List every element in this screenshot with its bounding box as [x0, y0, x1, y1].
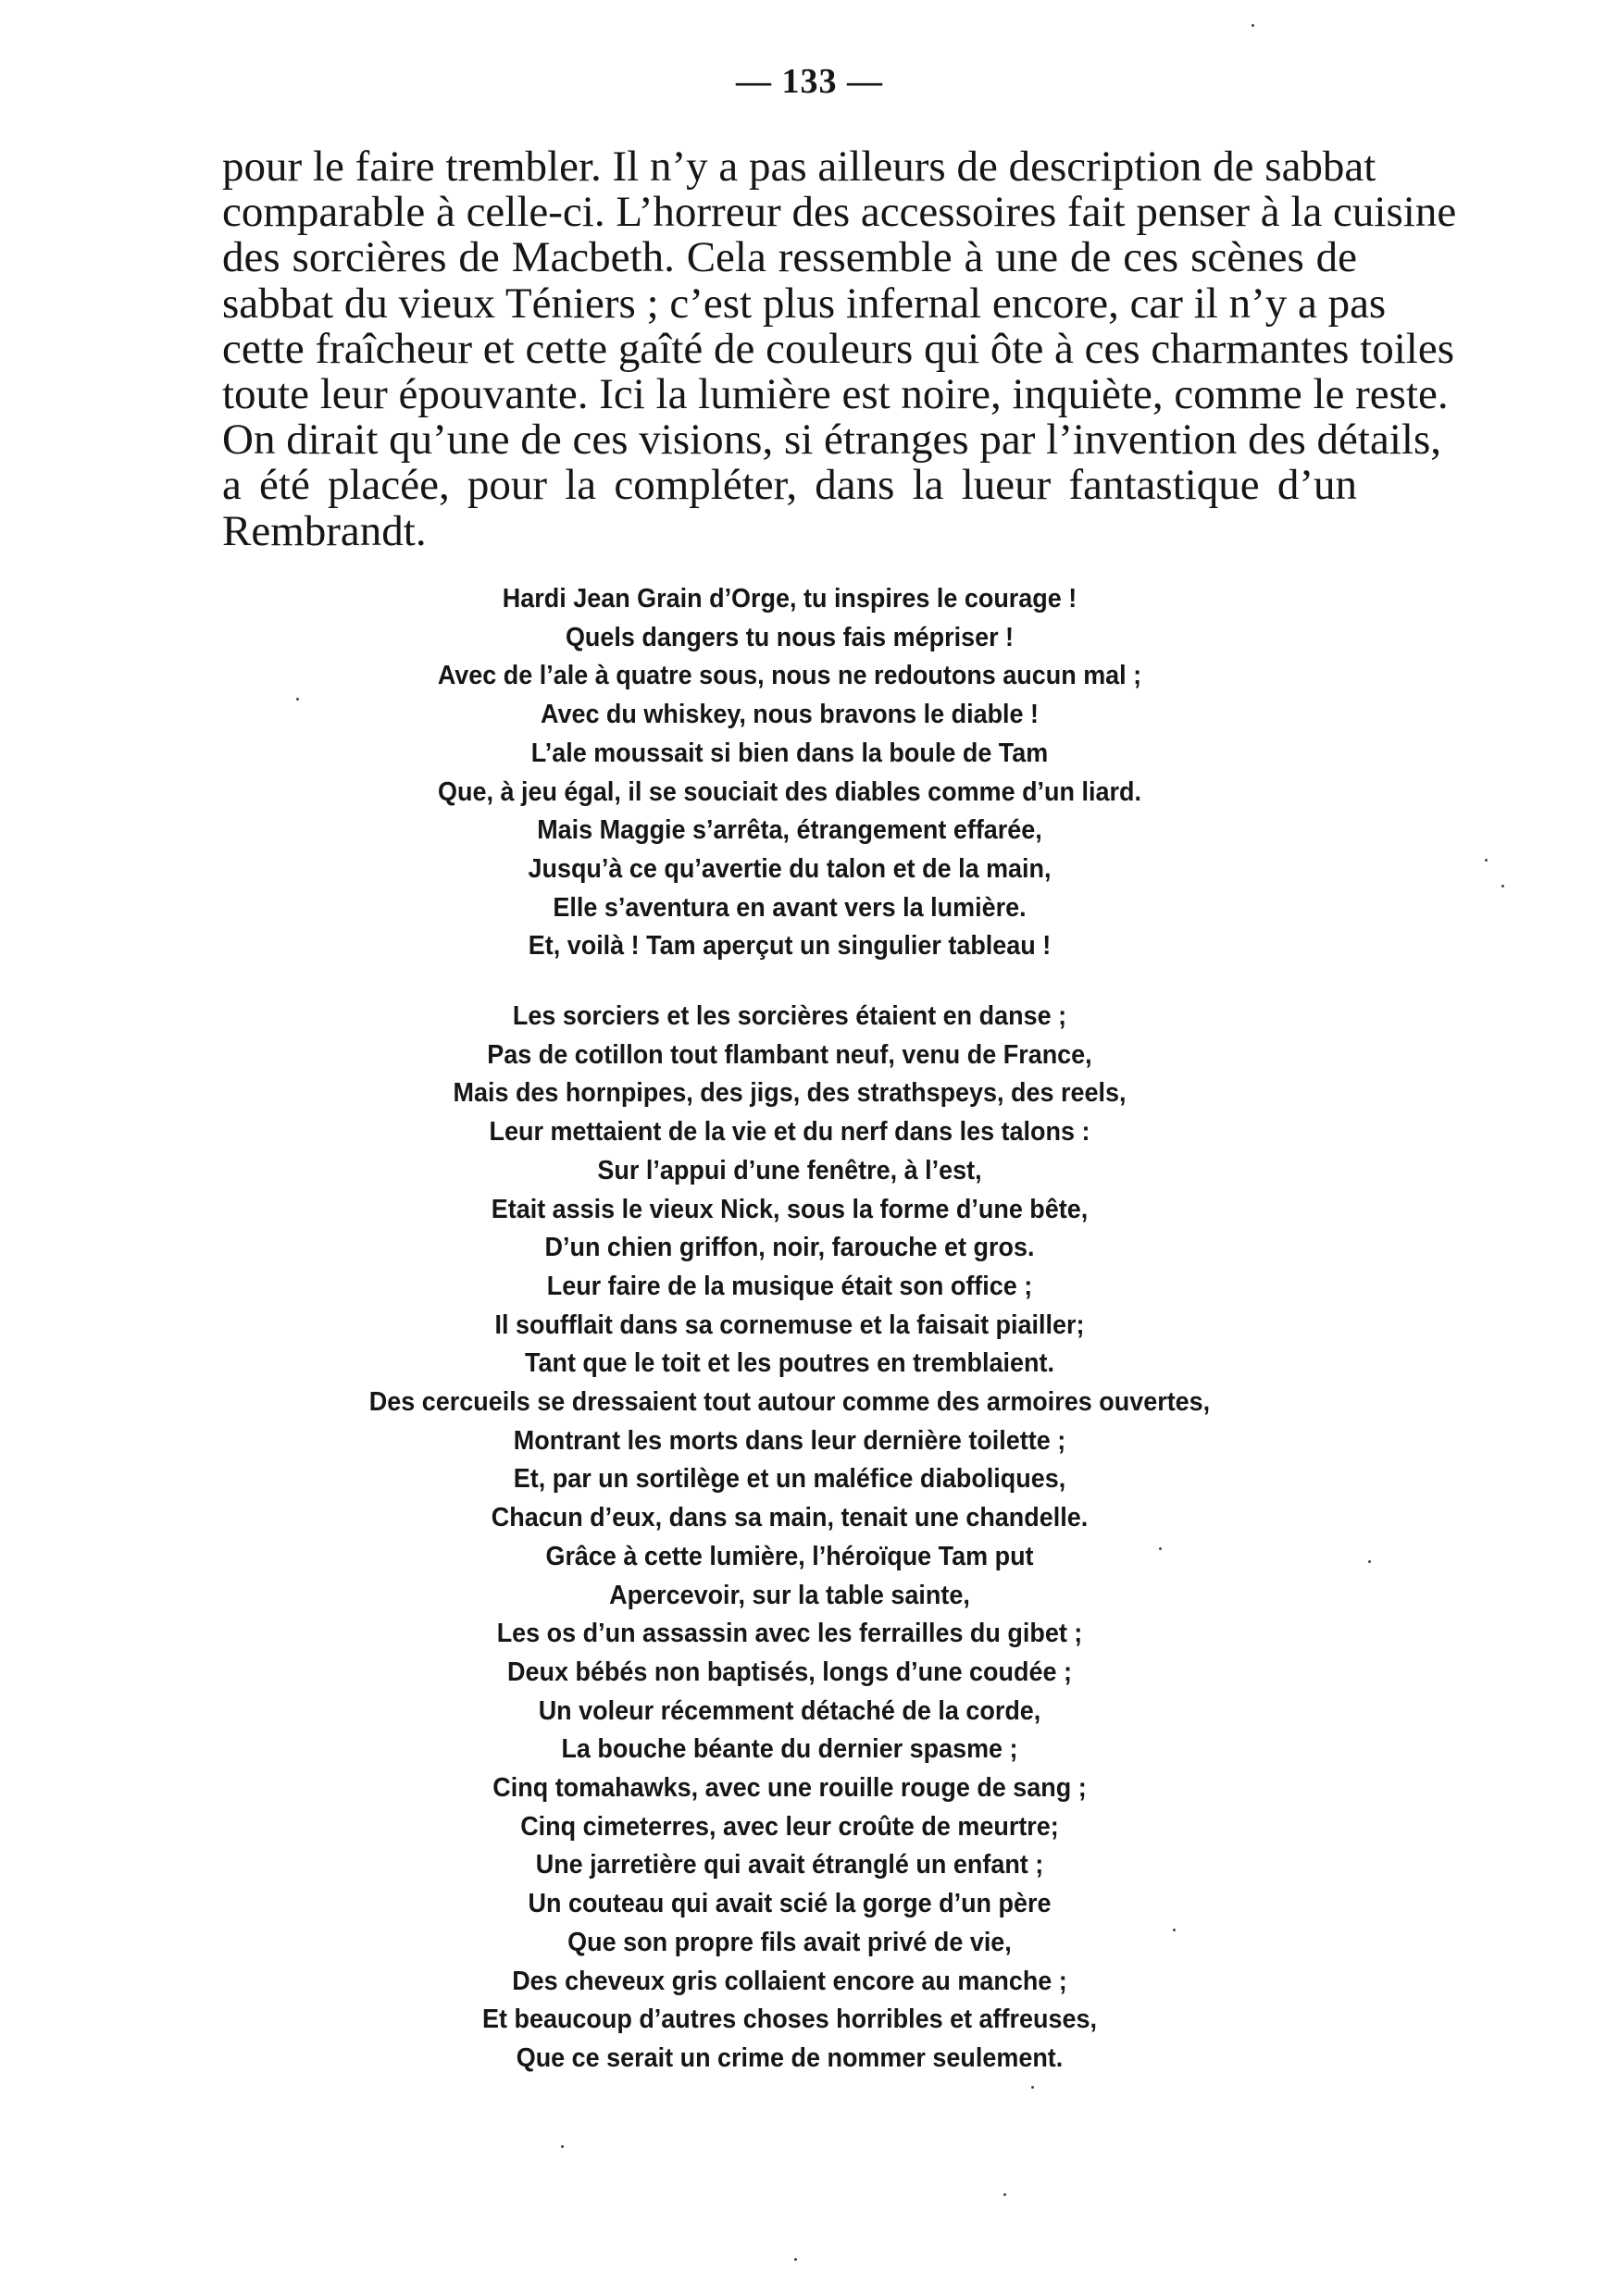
verse-line: L’ale moussait si bien dans la boule de Tam — [530, 738, 1049, 768]
verse-line: Chacun d’eux, dans sa main, tenait une chandelle. — [491, 1503, 1089, 1533]
verse-line: Tant que le toit et les poutres en tremblaient. — [525, 1348, 1054, 1379]
scan-speck — [1501, 885, 1504, 887]
scan-speck — [1368, 1560, 1371, 1563]
verse-line: Apercevoir, sur la table sainte, — [609, 1580, 970, 1610]
verse-line: Mais Maggie s’arrêta, étrangement effarée, — [537, 815, 1042, 846]
verse-line: Que son propre fils avait privé de vie, — [567, 1927, 1012, 1957]
verse-line: Les os d’un assassin avec les ferrailles du gibet ; — [496, 1619, 1083, 1649]
verse-line: D’un chien griffon, noir, farouche et gros. — [544, 1233, 1035, 1263]
verse-line: Un couteau qui avait scié la gorge d’un père — [528, 1889, 1052, 1919]
poem-stanza-1 — [262, 580, 1317, 966]
verse-line: Avec du whiskey, nous bravons le diable ! — [540, 700, 1040, 730]
prose-line: pour le faire trembler. Il n’y a pas ailleurs de description de sabbat — [222, 143, 1376, 191]
verse-line: Cinq tomahawks, avec une rouille rouge de sang ; — [492, 1773, 1087, 1804]
verse-line: Quels dangers tu nous fais mépriser ! — [565, 622, 1015, 652]
scan-speck — [794, 2258, 797, 2261]
verse-line: Cinq cimeterres, avec leur croûte de meurtre; — [520, 1811, 1059, 1842]
verse-line: Que ce serait un crime de nommer seulement. — [516, 2042, 1064, 2073]
prose-line: On dirait qu’une de ces visions, si étranges par l’invention des détails, — [222, 416, 1441, 465]
verse-line: Et beaucoup d’autres choses horribles et affreuses, — [482, 2004, 1097, 2035]
prose-line: des sorcières de Macbeth. Cela ressemble à une de ces scènes de — [222, 233, 1357, 282]
verse-line: Et, voilà ! Tam aperçut un singulier tableau ! — [528, 931, 1052, 962]
scan-speck — [1252, 24, 1254, 27]
poem-stanza-2 — [262, 998, 1317, 2079]
prose-line: toute leur épouvante. Ici la lumière est noire, inquiète, comme le reste. — [222, 370, 1449, 419]
prose-paragraph — [222, 143, 1457, 555]
verse-line: La bouche béante du dernier spasme ; — [561, 1734, 1018, 1765]
verse-line: Hardi Jean Grain d’Orge, tu inspires le courage ! — [502, 584, 1077, 614]
verse-line: Jusqu’à ce qu’avertie du talon et de la main, — [528, 853, 1052, 884]
verse-line: Une jarretière qui avait étranglé un enfant ; — [535, 1850, 1044, 1880]
page-number: — 133 — — [736, 62, 883, 101]
scan-speck — [1003, 2193, 1006, 2196]
prose-line: comparable à celle-ci. L’horreur des accessoires fait penser à la cuisine — [222, 188, 1457, 237]
prose-line: cette fraîcheur et cette gaîté de couleurs qui ôte à ces charmantes toiles — [222, 324, 1455, 373]
verse-line: Et, par un sortilège et un maléfice diaboliques, — [513, 1464, 1066, 1495]
scan-speck — [1159, 1547, 1162, 1550]
prose-line: a été placée, pour la compléter, dans la lueur fantastique d’un — [222, 461, 1357, 510]
verse-line: Pas de cotillon tout flambant neuf, venu de France, — [487, 1039, 1092, 1070]
scan-speck — [561, 2145, 564, 2148]
verse-line: Montrant les morts dans leur dernière toilette ; — [513, 1425, 1066, 1456]
verse-line: Des cercueils se dressaient tout autour comme des armoires ouvertes, — [368, 1387, 1211, 1418]
scan-speck — [296, 698, 299, 701]
verse-line: Elle s’aventura en avant vers la lumière. — [553, 892, 1027, 923]
verse-line: Des cheveux gris collaient encore au manche ; — [512, 1966, 1067, 1996]
verse-line: Avec de l’ale à quatre sous, nous ne redoutons aucun mal ; — [437, 661, 1142, 691]
verse-line: Deux bébés non baptisés, longs d’une coudée ; — [507, 1657, 1072, 1687]
verse-line: Leur faire de la musique était son office ; — [546, 1271, 1033, 1301]
scan-speck — [1485, 859, 1488, 862]
verse-line: Leur mettaient de la vie et du nerf dans les talons : — [489, 1117, 1090, 1148]
verse-line: Il soufflait dans sa cornemuse et la faisait piailler; — [494, 1309, 1085, 1340]
verse-line: Un voleur récemment détaché de la corde, — [538, 1695, 1041, 1726]
scan-speck — [1031, 2086, 1034, 2089]
scan-speck — [1173, 1929, 1176, 1931]
prose-line: Rembrandt. — [222, 506, 427, 555]
verse-line: Grâce à cette lumière, l’héroïque Tam put — [545, 1541, 1034, 1571]
verse-line: Mais des hornpipes, des jigs, des strathspeys, des reels, — [453, 1078, 1127, 1109]
prose-line: sabbat du vieux Téniers ; c’est plus infernal encore, car il n’y a pas — [222, 279, 1387, 328]
verse-line: Les sorciers et les sorcières étaient en danse ; — [512, 1001, 1067, 1031]
verse-line: Etait assis le vieux Nick, sous la forme d’une bête, — [491, 1194, 1089, 1224]
verse-line: Que, à jeu égal, il se souciait des diables comme d’un liard. — [438, 776, 1141, 807]
verse-line: Sur l’appui d’une fenêtre, à l’est, — [597, 1155, 982, 1185]
